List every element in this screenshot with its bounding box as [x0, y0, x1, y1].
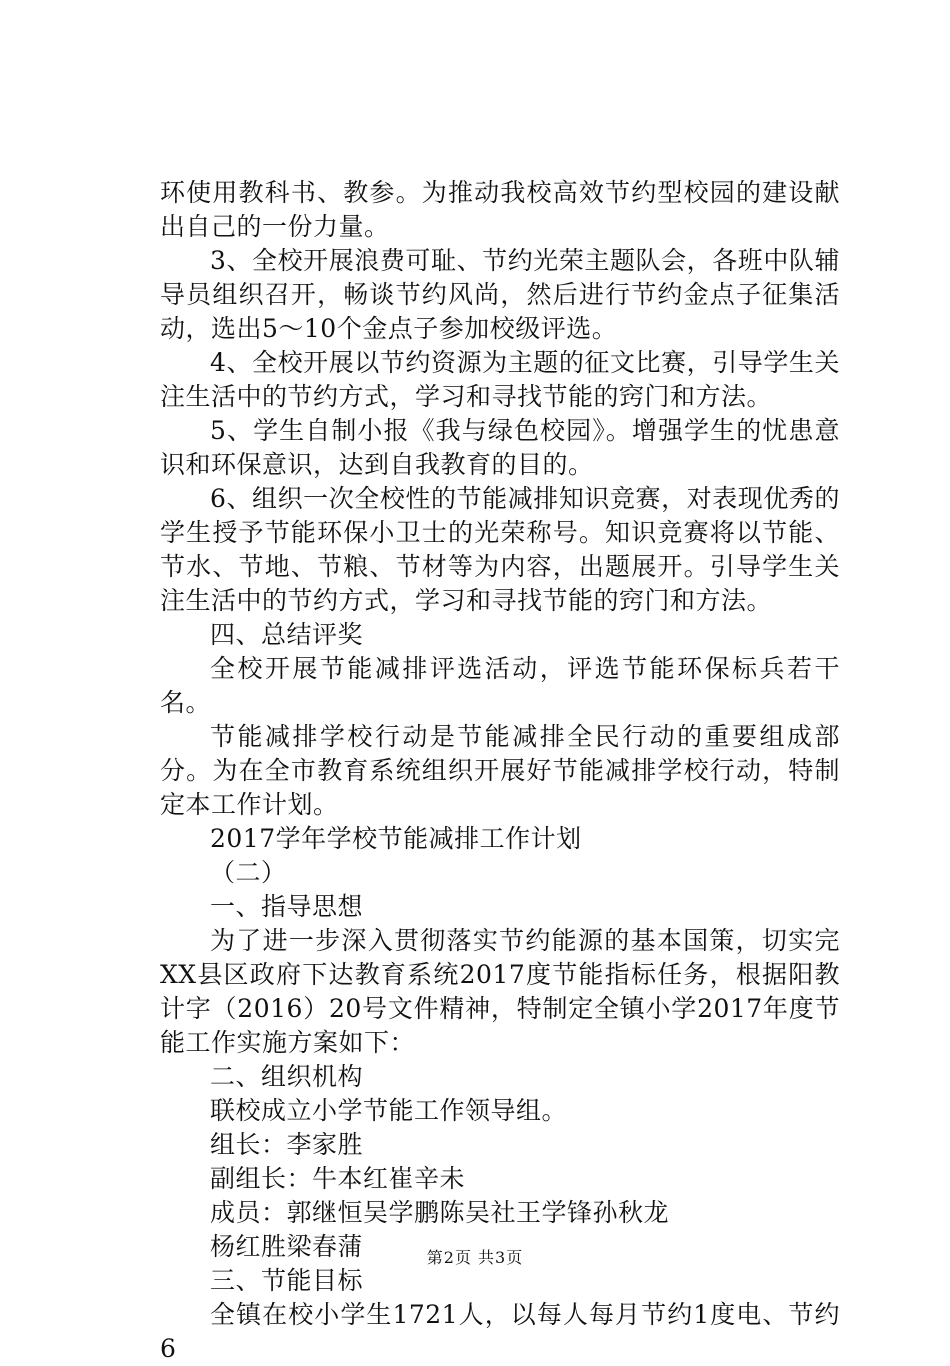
page-footer: 第2页 共3页: [426, 1248, 524, 1267]
paragraph: 3、全校开展浪费可耻、节约光荣主题队会，各班中队辅导员组织召开，畅谈节约风尚，然后进行节约金点子征集活动，选出5～10个金点子参加校级评选。: [160, 246, 840, 343]
paragraph: 副组长：牛本红崔辛未: [210, 1164, 466, 1193]
paragraph: 成员：郭继恒吴学鹏陈吴社王学锋孙秋龙: [210, 1198, 670, 1227]
paragraph: 全校开展节能减排评选活动，评选节能环保标兵若干名。: [160, 654, 840, 717]
paragraph: （二）: [210, 858, 287, 887]
paragraph: 三、节能目标: [210, 1266, 364, 1295]
paragraph: 4、全校开展以节约资源为主题的征文比赛，引导学生关注生活中的节约方式，学习和寻找节能的窍门和方法。: [160, 348, 840, 411]
document-body: [160, 176, 840, 1366]
paragraph: 组长：李家胜: [210, 1130, 364, 1159]
paragraph: 二、组织机构: [210, 1062, 364, 1091]
paragraph: 6、组织一次全校性的节能减排知识竞赛，对表现优秀的学生授予节能环保小卫士的光荣称号。知识竞赛将以节能、节水、节地、节粮、节材等为内容，出题展开。引导学生关注生活中的节约方式，学习和寻找节能的窍门和方法。: [160, 484, 840, 615]
paragraph: 节能减排学校行动是节能减排全民行动的重要组成部分。为在全市教育系统组织开展好节能减排学校行动，特制定本工作计划。: [160, 722, 840, 819]
paragraph: 全镇在校小学生1721人，以每人每月节约1度电、节约6: [160, 1300, 840, 1363]
paragraph: 联校成立小学节能工作领导组。: [210, 1096, 568, 1125]
paragraph: 一、指导思想: [210, 892, 364, 921]
paragraph: 杨红胜梁春蒲: [210, 1232, 364, 1261]
paragraph: 2017学年学校节能减排工作计划: [210, 824, 582, 853]
paragraph: 环使用教科书、教参。为推动我校高效节约型校园的建设献出自己的一份力量。: [160, 178, 840, 241]
paragraph: 四、总结评奖: [210, 620, 364, 649]
paragraph: 为了进一步深入贯彻落实节约能源的基本国策，切实完XX县区政府下达教育系统2017度节能指标任务，根据阳教计字（2016）20号文件精神，特制定全镇小学2017年度节能工作实施方案如下：: [160, 926, 840, 1057]
paragraph: 5、学生自制小报《我与绿色校园》。增强学生的忧患意识和环保意识，达到自我教育的目的。: [160, 416, 840, 479]
